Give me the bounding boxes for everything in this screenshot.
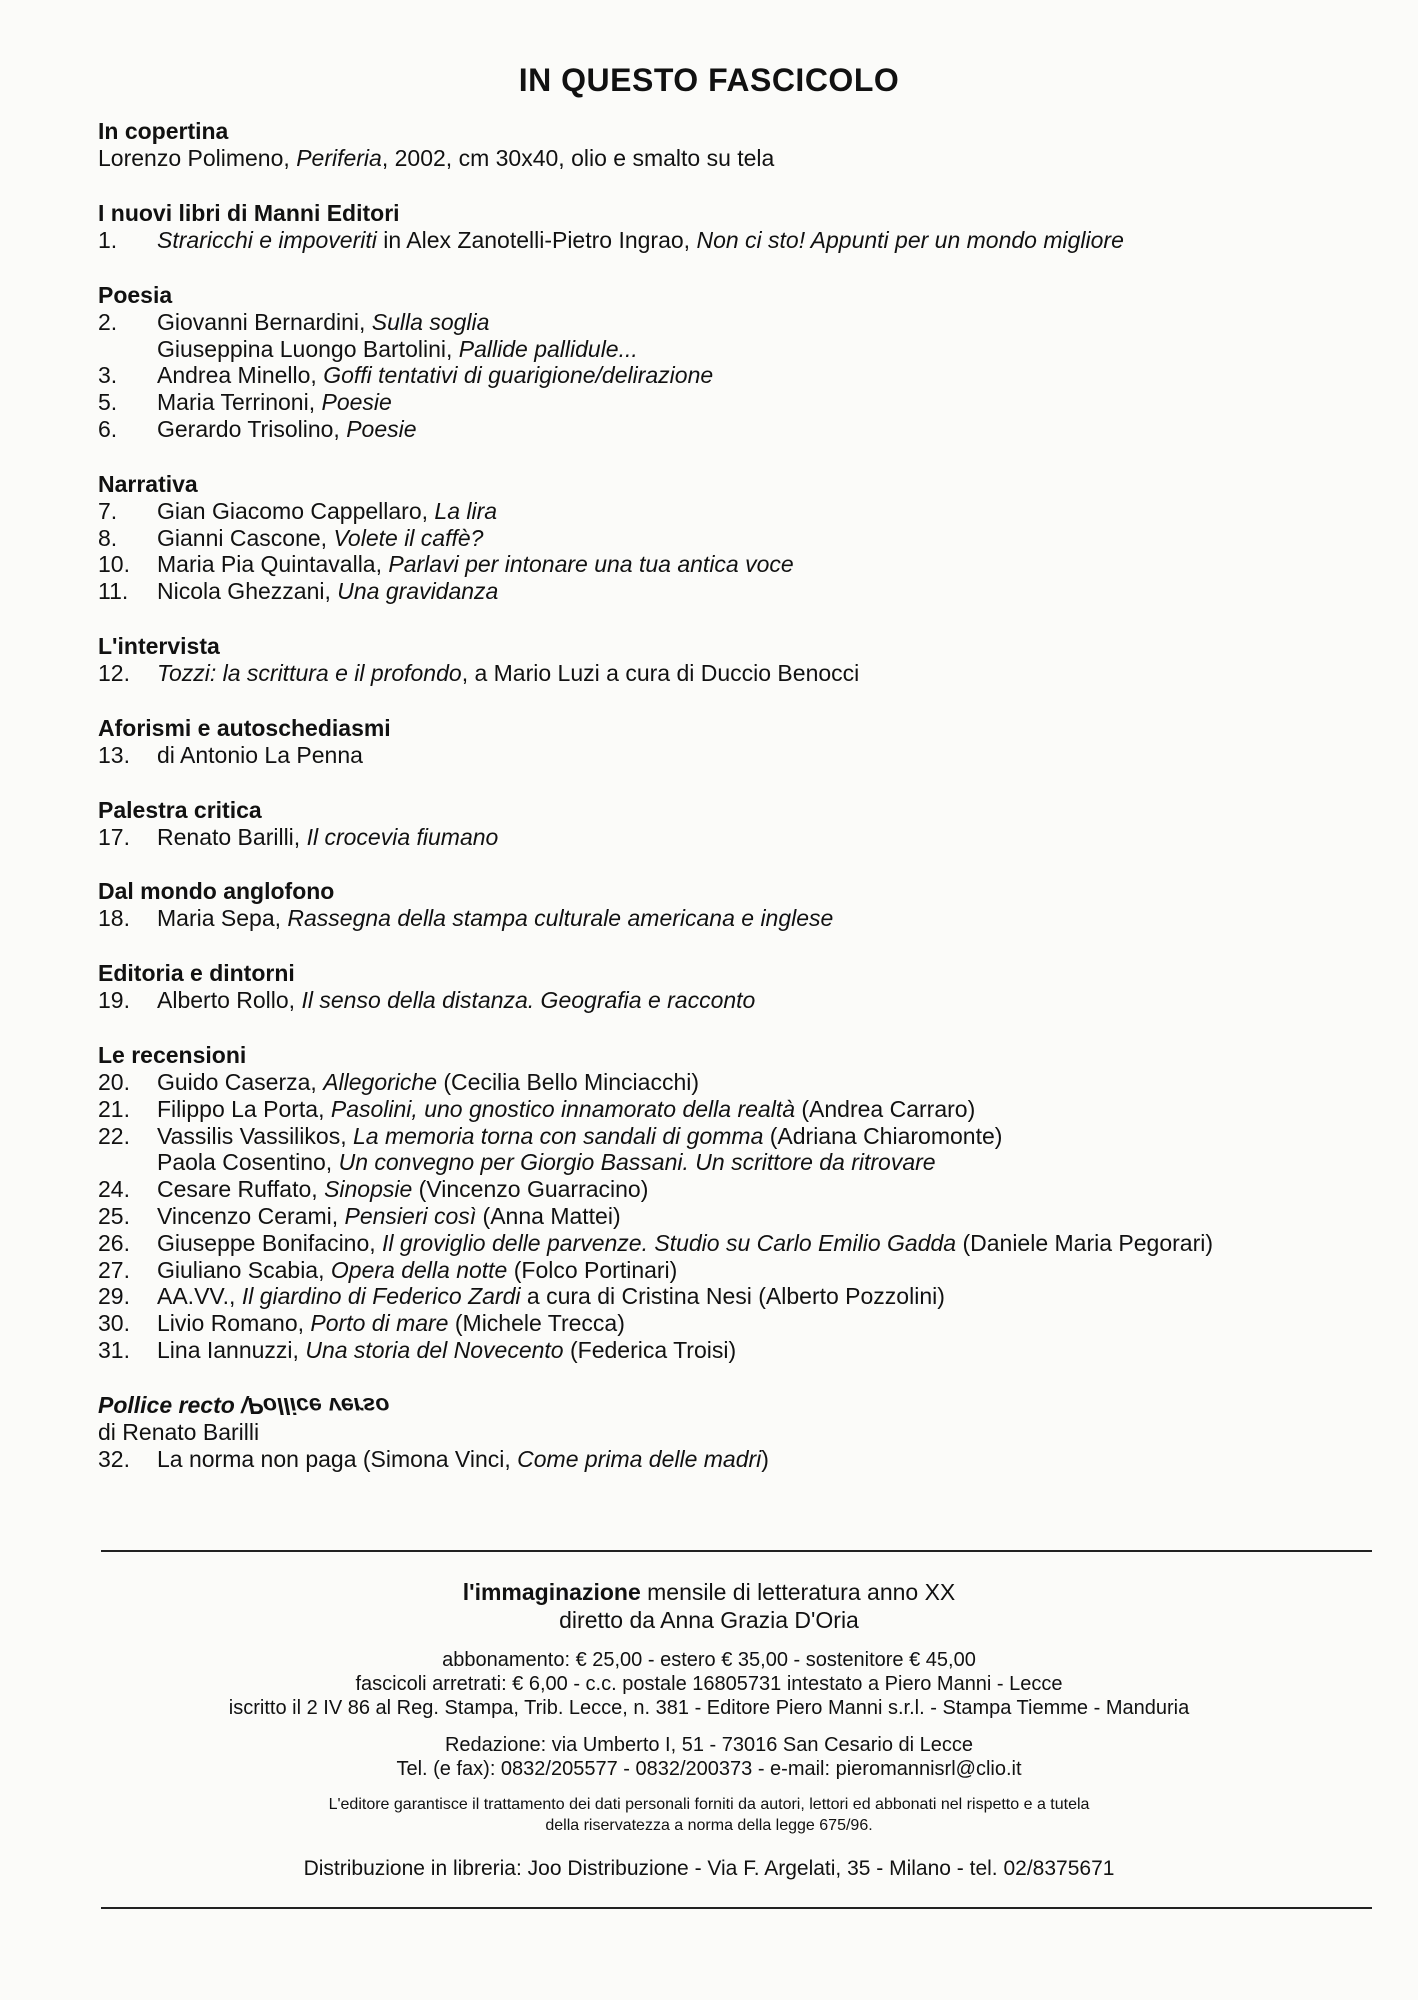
- pollice-recto-label: Pollice recto /: [98, 1391, 248, 1418]
- list-item: [98, 525, 1388, 552]
- item-part-italic: Straricchi e impoveriti: [157, 227, 377, 253]
- list-item: [98, 1096, 1388, 1123]
- item-part: di Antonio La Penna: [157, 741, 363, 768]
- item-part: (Cecilia Bello Minciacchi): [437, 1068, 700, 1095]
- cover-author: Lorenzo Polimeno,: [98, 145, 297, 171]
- back-issues: fascicoli arretrati: € 6,00 - c.c. postale 16805731 intestato a Piero Manni - Lecce: [355, 1673, 1063, 1695]
- item-part-italic: Il giardino di Federico Zardi: [241, 1283, 521, 1310]
- item-number: 6.: [98, 415, 118, 442]
- item-part: (Vincenzo Guarracino): [412, 1176, 649, 1203]
- item-part: Giuseppina Luongo Bartolini,: [157, 335, 459, 362]
- privacy-notice: [0, 1794, 1418, 1836]
- item-text: [157, 1149, 936, 1176]
- item-part-italic: Volete il caffè?: [333, 524, 484, 551]
- item-text: [157, 362, 713, 389]
- item-number: 22.: [98, 1122, 130, 1149]
- item-number: 20.: [98, 1068, 130, 1095]
- item-part: Vassilis Vassilikos,: [157, 1122, 353, 1149]
- item-number: 2.: [98, 308, 118, 335]
- registration-info: iscritto il 2 IV 86 al Reg. Stampa, Trib. Lecce, n. 381 - Editore Piero Manni s.r.l. - Stampa Tiemme - Manduria: [228, 1697, 1190, 1719]
- item-text: [157, 1230, 1213, 1257]
- item-number: 26.: [98, 1229, 130, 1256]
- item-part: (Anna Mattei): [476, 1202, 621, 1229]
- item-part: Vincenzo Cerami,: [157, 1202, 345, 1229]
- list-item: [98, 1203, 1388, 1230]
- item-text: [157, 525, 483, 552]
- magazine-tagline: mensile di letteratura anno XX: [640, 1579, 956, 1605]
- item-part-italic: Tozzi: la scrittura e il profondo: [157, 659, 462, 686]
- item-number: 30.: [98, 1310, 130, 1337]
- list-item: [98, 1123, 1388, 1150]
- item-number: 24.: [98, 1176, 130, 1203]
- section-pollice: [98, 1392, 1388, 1473]
- item-part: Livio Romano,: [157, 1310, 311, 1337]
- list-item: [98, 1283, 1388, 1310]
- item-text: [157, 905, 833, 932]
- item-part-italic: Pensieri così: [344, 1202, 477, 1229]
- office-address: Redazione: via Umberto I, 51 - 73016 San Cesario di Lecce: [444, 1734, 974, 1756]
- privacy-line: della riservatezza a norma della legge 675/96.: [545, 1817, 873, 1834]
- item-part: Gianni Cascone,: [157, 524, 334, 551]
- table-of-contents: [98, 118, 1388, 1501]
- item-part: ): [761, 1445, 769, 1472]
- toc-section: [98, 633, 1388, 687]
- item-text: [157, 1337, 736, 1364]
- pollice-byline: di Renato Barilli: [98, 1418, 260, 1445]
- item-number: 31.: [98, 1336, 130, 1363]
- item-part: Alberto Rollo,: [157, 987, 302, 1014]
- list-item: [98, 309, 1388, 336]
- item-text: [157, 824, 498, 851]
- item-number: [98, 1149, 157, 1176]
- item-text: [157, 1310, 625, 1337]
- office-contacts: Tel. (e fax): 0832/205577 - 0832/200373 - e-mail: pieromannisrl@clio.it: [396, 1758, 1022, 1780]
- item-part: Gerardo Trisolino,: [157, 415, 347, 442]
- item-part: Maria Pia Quintavalla,: [157, 551, 389, 578]
- item-text: [157, 1257, 677, 1284]
- item-number: 27.: [98, 1256, 130, 1283]
- section-heading: Palestra critica: [98, 796, 262, 823]
- item-text: [157, 1123, 1002, 1150]
- masthead: [0, 1578, 1418, 1634]
- toc-section: [98, 200, 1388, 254]
- item-part: (Adriana Chiaromonte): [763, 1122, 1003, 1149]
- item-text: [157, 1446, 769, 1473]
- toc-section: [98, 878, 1388, 932]
- item-part-italic: Un convegno per Giorgio Bassani. Un scrittore da ritrovare: [338, 1149, 936, 1176]
- item-part: Maria Sepa,: [157, 905, 288, 932]
- sections-list: [98, 200, 1388, 1364]
- section-heading: Aforismi e autoschediasmi: [98, 714, 391, 741]
- list-item: [98, 1149, 1388, 1176]
- item-number: 18.: [98, 905, 130, 932]
- item-number: 25.: [98, 1202, 130, 1229]
- editorial-office: [0, 1733, 1418, 1781]
- item-number: 11.: [98, 578, 129, 605]
- item-part-italic: Allegoriche: [323, 1068, 437, 1095]
- divider-top: [101, 1550, 1372, 1552]
- item-part: (Michele Trecca): [448, 1310, 625, 1337]
- list-item: [98, 1176, 1388, 1203]
- list-item: [98, 498, 1388, 525]
- item-part-italic: Il crocevia fiumano: [306, 823, 499, 850]
- pollice-verso-label: Pollice verso: [247, 1392, 390, 1419]
- item-part-italic: Poesie: [346, 415, 417, 442]
- item-part: , a Mario Luzi a cura di Duccio Benocci: [461, 659, 860, 686]
- item-number: 21.: [98, 1095, 130, 1122]
- toc-section: [98, 797, 1388, 851]
- item-part-italic: Sinopsie: [324, 1176, 413, 1203]
- magazine-name: l'immaginazione: [462, 1579, 641, 1605]
- cover-details: , 2002, cm 30x40, olio e smalto su tela: [381, 145, 775, 171]
- item-number: 32.: [98, 1445, 130, 1472]
- item-part: AA.VV.,: [157, 1283, 242, 1310]
- list-item: [98, 416, 1388, 443]
- toc-section: [98, 715, 1388, 769]
- section-heading: Poesia: [98, 281, 173, 308]
- item-part-italic: Non ci sto! Appunti per un mondo migliore: [696, 227, 1124, 253]
- item-number: 19.: [98, 987, 130, 1014]
- item-part-italic: La lira: [434, 497, 498, 524]
- magazine-director: diretto da Anna Grazia D'Oria: [559, 1607, 859, 1633]
- item-part: Filippo La Porta,: [157, 1095, 331, 1122]
- item-part: Giovanni Bernardini,: [157, 308, 372, 335]
- list-item: [98, 742, 1388, 769]
- list-item: [98, 227, 1388, 254]
- cover-work: Periferia: [296, 145, 382, 171]
- subscription-info: [0, 1648, 1418, 1720]
- item-text: [157, 987, 755, 1014]
- section-heading: Dal mondo anglofono: [98, 878, 335, 905]
- item-part: a cura di Cristina Nesi (Alberto Pozzolini): [520, 1283, 945, 1310]
- list-item: [98, 1257, 1388, 1284]
- item-part: Andrea Minello,: [157, 362, 324, 389]
- list-item: [98, 362, 1388, 389]
- item-number: 10.: [98, 551, 130, 578]
- distribution-info: Distribuzione in libreria: Joo Distribuzione - Via F. Argelati, 35 - Milano - tel. 02/8375671: [303, 1857, 1115, 1880]
- item-text: [157, 498, 497, 525]
- toc-section: [98, 1042, 1388, 1364]
- item-number: 8.: [98, 524, 118, 551]
- masthead-line: [0, 1578, 1418, 1606]
- item-number: 12.: [98, 659, 130, 686]
- list-item: [98, 987, 1388, 1014]
- item-number: 29.: [98, 1283, 130, 1310]
- item-part: (Andrea Carraro): [795, 1095, 976, 1122]
- item-text: [157, 1283, 945, 1310]
- item-part-italic: Parlavi per intonare una tua antica voce: [388, 551, 794, 578]
- section-heading: I nuovi libri di Manni Editori: [98, 200, 400, 226]
- item-part-italic: La memoria torna con sandali di gomma: [352, 1122, 764, 1149]
- list-item: [98, 905, 1388, 932]
- item-text: [157, 416, 417, 443]
- toc-section: [98, 960, 1388, 1014]
- item-text: [157, 578, 498, 605]
- item-part: Nicola Ghezzani,: [157, 578, 338, 605]
- item-part: Renato Barilli,: [157, 823, 307, 850]
- item-text: [157, 336, 638, 363]
- item-part-italic: Sulla soglia: [371, 308, 490, 335]
- toc-section: [98, 471, 1388, 605]
- item-part-italic: Pasolini, uno gnostico innamorato della realtà: [330, 1095, 795, 1122]
- item-number: 13.: [98, 741, 130, 768]
- list-item: [98, 389, 1388, 416]
- list-item: [98, 578, 1388, 605]
- item-part: La norma non paga (Simona Vinci,: [157, 1445, 518, 1472]
- item-number: [98, 336, 157, 363]
- item-part-italic: Opera della notte: [330, 1256, 508, 1283]
- item-number: 5.: [98, 389, 118, 416]
- item-text: [157, 742, 363, 769]
- item-part: Guido Caserza,: [157, 1068, 324, 1095]
- section-copertina: [98, 118, 1388, 172]
- list-item: [98, 1310, 1388, 1337]
- item-part-italic: Una storia del Novecento: [305, 1336, 564, 1363]
- privacy-line: L'editore garantisce il trattamento dei dati personali forniti da autori, lettori ed abbonati nel rispetto e a tutela: [328, 1796, 1090, 1813]
- item-part: Lina Iannuzzi,: [157, 1336, 306, 1363]
- toc-section: [98, 282, 1388, 443]
- item-part: Cesare Ruffato,: [157, 1176, 325, 1203]
- list-item: [98, 551, 1388, 578]
- item-part: in Alex Zanotelli-Pietro Ingrao,: [376, 227, 697, 253]
- item-part-italic: Pallide pallidule...: [458, 335, 638, 362]
- item-part-italic: Il senso della distanza. Geografia e racconto: [301, 987, 756, 1014]
- divider-bottom: [101, 1907, 1372, 1909]
- item-number: 7.: [98, 497, 118, 524]
- list-item: [98, 336, 1388, 363]
- item-text: [157, 389, 392, 416]
- item-text: [157, 1096, 975, 1123]
- item-number: 3.: [98, 362, 118, 389]
- item-part-italic: Rassegna della stampa culturale americana e inglese: [287, 905, 834, 932]
- item-text: [157, 660, 859, 687]
- section-heading: [98, 1392, 1388, 1419]
- item-part-italic: Come prima delle madri: [517, 1445, 762, 1472]
- item-part-italic: Una gravidanza: [337, 578, 499, 605]
- item-part-italic: Poesie: [321, 389, 392, 416]
- item-text: [157, 227, 1124, 254]
- item-text: [157, 1203, 621, 1230]
- item-part: (Daniele Maria Pegorari): [956, 1229, 1214, 1256]
- section-heading: L'intervista: [98, 632, 220, 659]
- item-part-italic: Porto di mare: [310, 1310, 449, 1337]
- item-part: (Folco Portinari): [507, 1256, 678, 1283]
- list-item: [98, 824, 1388, 851]
- subscription-prices: abbonamento: € 25,00 - estero € 35,00 - sostenitore € 45,00: [442, 1649, 976, 1671]
- section-heading: Le recensioni: [98, 1041, 247, 1068]
- list-item: [98, 660, 1388, 687]
- item-text: [157, 1176, 648, 1203]
- item-part: Gian Giacomo Cappellaro,: [157, 497, 435, 524]
- list-item: [98, 1069, 1388, 1096]
- item-part: Maria Terrinoni,: [157, 389, 322, 416]
- item-text: [157, 309, 489, 336]
- item-part: (Federica Troisi): [563, 1336, 737, 1363]
- list-item: [98, 1230, 1388, 1257]
- item-text: [157, 551, 794, 578]
- item-number: 1.: [98, 227, 118, 253]
- item-number: 17.: [98, 823, 130, 850]
- item-part-italic: Goffi tentativi di guarigione/delirazione: [323, 362, 714, 389]
- section-heading: Editoria e dintorni: [98, 960, 295, 987]
- section-heading: In copertina: [98, 118, 229, 144]
- page-title: IN QUESTO FASCICOLO: [518, 62, 900, 98]
- item-text: [157, 1069, 699, 1096]
- item-part: Paola Cosentino,: [157, 1149, 339, 1176]
- list-item: [98, 1446, 1388, 1473]
- section-heading: Narrativa: [98, 470, 198, 497]
- item-part-italic: Il groviglio delle parvenze. Studio su Carlo Emilio Gadda: [382, 1229, 957, 1256]
- list-item: [98, 1337, 1388, 1364]
- item-part: Giuliano Scabia,: [157, 1256, 331, 1283]
- item-part: Giuseppe Bonifacino,: [157, 1229, 383, 1256]
- cover-credit: [98, 145, 1388, 172]
